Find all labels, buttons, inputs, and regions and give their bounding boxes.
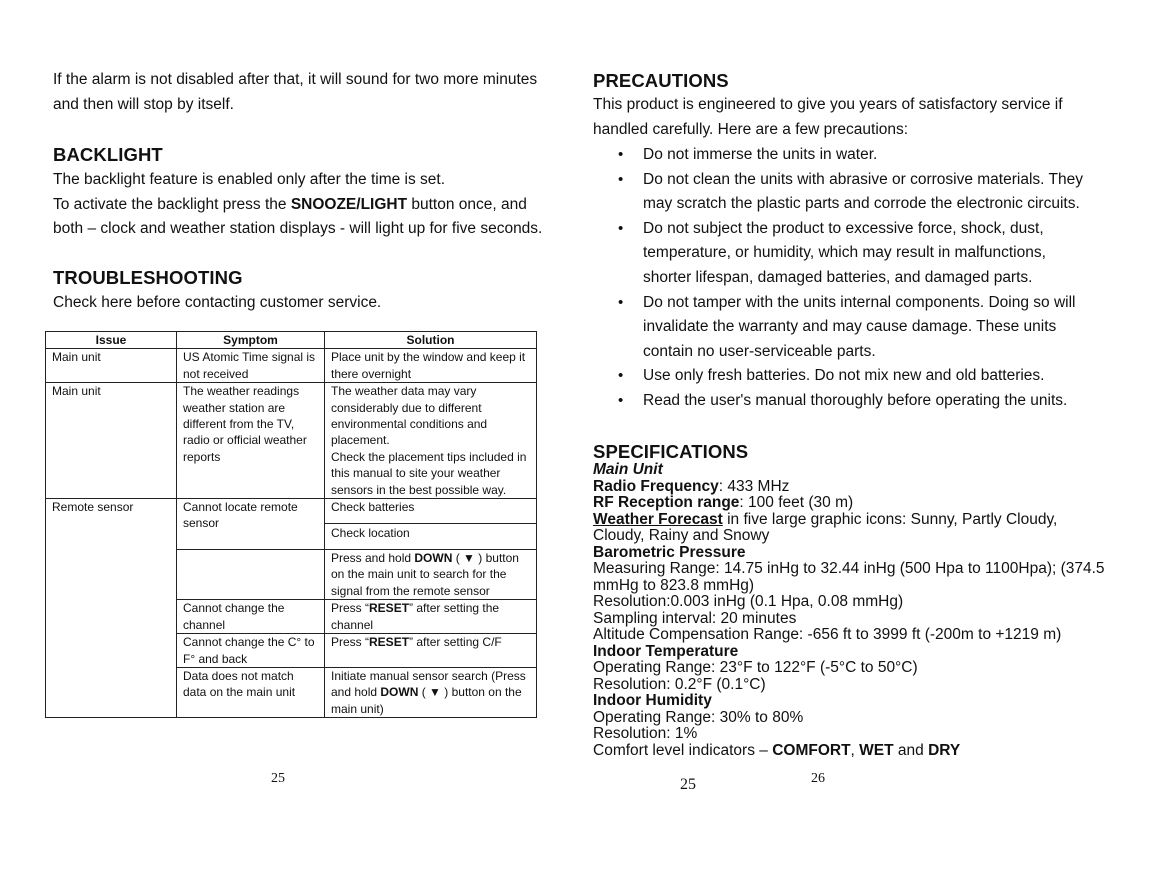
comfort-sep: and	[893, 741, 929, 759]
reset-button-label: RESET	[369, 601, 410, 616]
rf-reception	[593, 495, 1113, 512]
barometric-altitude: Altitude Compensation Range: -656 ft to 3999 ft (-200m to +1219 m)	[593, 626, 1062, 643]
header-solution: Solution	[325, 332, 537, 349]
issue-cell: Main unit	[46, 383, 177, 499]
solution-text: ( ▼ ) button on the main unit to search for the signal from the remote sensor	[331, 551, 519, 598]
backlight-line-2	[53, 193, 543, 242]
solution-text: Press “	[331, 635, 370, 650]
backlight-line-2-pre: To activate the backlight press the	[53, 195, 291, 213]
symptom-cell: Data does not match data on the main unit	[177, 667, 325, 717]
solution-cell: Place unit by the window and keep it there overnight	[325, 349, 537, 383]
symptom-cell-empty	[177, 550, 325, 600]
precautions-heading: PRECAUTIONS	[593, 70, 729, 91]
solution-text: Initiate manual sensor search (Press and hold	[331, 668, 526, 700]
comfort-label: COMFORT	[772, 741, 851, 759]
bullet-icon: •	[618, 293, 624, 311]
snooze-light-label: SNOOZE/LIGHT	[290, 195, 408, 213]
weather-forecast	[593, 512, 1113, 545]
bullet-icon: •	[618, 170, 624, 188]
table-row	[46, 499, 537, 524]
symptom-cell: US Atomic Time signal is not received	[177, 349, 325, 383]
barometric-title: Barometric Pressure	[593, 543, 746, 561]
temperature-range: Operating Range: 23°F to 122°F (-5°C to 50°C)	[593, 659, 918, 676]
solution-cell	[325, 634, 537, 668]
bullet-icon: •	[618, 146, 624, 163]
solution-text: ” after setting the channel	[331, 601, 500, 632]
main-unit-label: Main Unit	[593, 461, 663, 478]
barometric-sampling: Sampling interval: 20 minutes	[593, 609, 797, 627]
troubleshooting-heading: TROUBLESHOOTING	[53, 267, 243, 288]
radio-frequency-value: : 433 MHz	[718, 477, 790, 495]
symptom-cell: Cannot change the C° to F° and back	[177, 634, 325, 668]
troubleshooting-intro: Check here before contacting customer service.	[53, 294, 382, 311]
backlight-text	[53, 168, 543, 242]
specifications-heading: SPECIFICATIONS	[593, 441, 749, 462]
barometric-range: Measuring Range: 14.75 inHg to 32.44 inHg (500 Hpa to 1100Hpa); (374.5 mmHg to 823.8 mmHg)	[593, 560, 1105, 594]
alarm-note: If the alarm is not disabled after that, it will sound for two more minutes and then will stop by itself.	[53, 71, 538, 113]
indoor-humidity-title: Indoor Humidity	[593, 692, 712, 709]
weather-forecast-label: Weather Forecast	[593, 510, 723, 528]
backlight-heading: BACKLIGHT	[53, 144, 163, 165]
solution-text: Press and hold	[331, 551, 415, 566]
precautions-list	[593, 143, 1093, 414]
list-item-text: Do not immerse the units in water.	[643, 146, 878, 163]
humidity-resolution: Resolution: 1%	[593, 725, 698, 742]
bullet-icon: •	[618, 391, 624, 409]
reset-button-label: RESET	[369, 635, 410, 650]
humidity-range: Operating Range: 30% to 80%	[593, 708, 804, 726]
list-item	[593, 168, 1093, 217]
temperature-resolution: Resolution: 0.2°F (0.1°C)	[593, 675, 766, 693]
header-issue: Issue	[46, 332, 177, 349]
rf-reception-label: RF Reception range	[593, 494, 740, 511]
barometric-resolution: Resolution:0.003 inHg (0.1 Hpa, 0.08 mmHg)	[593, 593, 904, 610]
solution-text: Check the placement tips included in this manual to site your weather sensors in the best possible way.	[331, 449, 527, 497]
bullet-icon: •	[618, 219, 624, 237]
radio-frequency	[593, 479, 1113, 496]
table-row	[46, 383, 537, 499]
comfort-indicators	[593, 743, 1113, 760]
page-number-left: 25	[271, 771, 285, 786]
solution-cell: Check batteries	[325, 499, 537, 524]
backlight-line-1: The backlight feature is enabled only after the time is set.	[53, 171, 446, 188]
list-item-text: Do not tamper with the units internal components. Doing so will invalidate the warranty and may cause damage. These units contain no user-serviceable parts.	[643, 293, 1076, 360]
troubleshooting-table	[45, 331, 537, 718]
right-page	[560, 0, 1155, 892]
left-page	[0, 0, 560, 892]
solution-text: ( ▼ ) button on the main unit)	[331, 685, 522, 716]
solution-text: ” after setting C/F	[409, 635, 502, 650]
wet-label: WET	[859, 741, 894, 759]
solution-cell	[325, 667, 537, 717]
header-symptom: Symptom	[177, 332, 325, 349]
list-item	[593, 364, 1093, 389]
list-item	[593, 291, 1093, 365]
solution-cell	[325, 550, 537, 600]
backlight-line-2-post: button once, and both – clock and weather station displays - will light up for five seconds.	[53, 195, 543, 238]
dry-label: DRY	[928, 741, 961, 759]
symptom-cell: The weather readings weather station are different from the TV, radio or official weather reports	[177, 383, 325, 499]
page-number-inner: 25	[680, 776, 696, 793]
specifications-body	[593, 462, 1113, 759]
symptom-cell: Cannot change the channel	[177, 600, 325, 634]
solution-cell	[325, 600, 537, 634]
issue-cell: Remote sensor	[46, 499, 177, 718]
list-item-text: Read the user's manual thoroughly before operating the units.	[643, 391, 1068, 409]
page-number-right: 26	[811, 771, 825, 786]
list-item	[593, 143, 1093, 168]
list-item-text: Use only fresh batteries. Do not mix new and old batteries.	[643, 367, 1045, 385]
solution-cell: Check location	[325, 524, 537, 550]
list-item	[593, 389, 1093, 414]
table-header-row	[46, 332, 537, 349]
symptom-cell: Cannot locate remote sensor	[177, 499, 325, 550]
list-item-text: Do not subject the product to excessive force, shock, dust, temperature, or humidity, which may result in malfunctions, shorter lifespan, damaged batteries, and damaged parts.	[643, 219, 1046, 286]
weather-forecast-value: in five large graphic icons: Sunny, Partly Cloudy, Cloudy, Rainy and Snowy	[593, 510, 1058, 544]
bullet-icon: •	[618, 367, 624, 385]
rf-reception-value: : 100 feet (30 m)	[739, 494, 854, 511]
down-button-label: DOWN	[414, 551, 453, 566]
list-item	[593, 217, 1093, 291]
issue-cell: Main unit	[46, 349, 177, 383]
comfort-sep: ,	[850, 741, 860, 759]
table-row	[46, 349, 537, 383]
precautions-intro: This product is engineered to give you years of satisfactory service if handled carefully. Here are a few precautions:	[593, 96, 1063, 138]
solution-text: The weather data may vary considerably due to different environmental conditions and placement.	[331, 384, 488, 448]
comfort-pre: Comfort level indicators –	[593, 741, 773, 759]
solution-cell	[325, 383, 537, 499]
radio-frequency-label: Radio Frequency	[593, 477, 719, 495]
down-button-label: DOWN	[380, 685, 419, 700]
solution-text: Press “	[331, 601, 370, 616]
indoor-temperature-title: Indoor Temperature	[593, 642, 739, 660]
list-item-text: Do not clean the units with abrasive or corrosive materials. They may scratch the plastic parts and corrode the electronic circuits.	[643, 170, 1083, 213]
